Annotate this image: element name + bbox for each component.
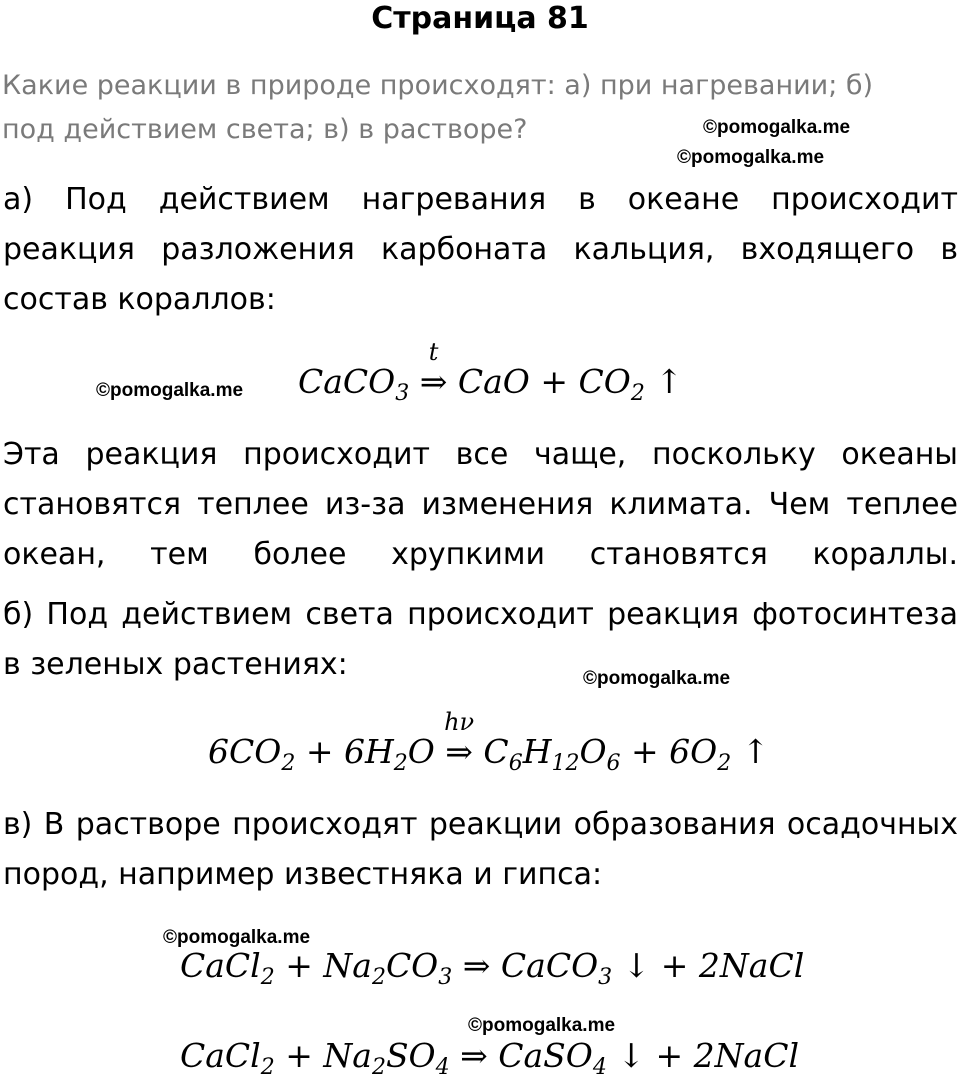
- equation-gypsum-formation: CaCl$_2$ + $Na_2SO_4$ ⇒ CaSO$_4$ ↓ + 2NaCl: [180, 1036, 799, 1080]
- equation-calcium-carbonate-decomposition: CaCO$_3$ t ⇒ CaO + $CO_2$ ↑: [298, 362, 683, 402]
- watermark: ©pomogalka.me: [468, 1015, 616, 1036]
- equation-limestone-formation: CaCl$_2$ + $Na_2CO_3$ ⇒ CaCO$_3$ ↓ + 2NaCl: [180, 946, 805, 990]
- watermark: ©pomogalka.me: [96, 380, 244, 401]
- watermark: ©pomogalka.me: [703, 117, 851, 138]
- question-text: Какие реакции в природе происходят: а) при нагревании; б) под действием света; в) в растворе?: [2, 70, 874, 145]
- answer-a-paragraph: а) Под действием нагревания в океане происходит реакция разложения карбоната кальция, входящего в состав кораллов:: [3, 182, 958, 317]
- equation-condition-heat: t: [428, 338, 439, 366]
- answer-b-paragraph: б) Под действием света происходит реакция фотосинтеза в зеленых растениях:: [3, 597, 958, 682]
- page-title: Страница 81: [371, 1, 589, 36]
- watermark: ©pomogalka.me: [583, 668, 731, 689]
- equation-condition-light: hν: [444, 708, 475, 736]
- explanation-paragraph: Эта реакция происходит все чаще, поскольку океаны становятся теплее из-за изменения климата. Чем теплее океан, тем более хрупкими становятся кораллы.: [3, 437, 958, 572]
- answer-c-paragraph: в) В растворе происходят реакции образования осадочных пород, например известняка и гипса:: [3, 807, 958, 892]
- watermark: ©pomogalka.me: [163, 927, 311, 948]
- equation-photosynthesis: $6CO_2 + 6H_2O$ hν ⇒ $C_6H_{12}O_6 + 6O_2$ ↑: [208, 732, 769, 772]
- watermark: ©pomogalka.me: [677, 147, 825, 168]
